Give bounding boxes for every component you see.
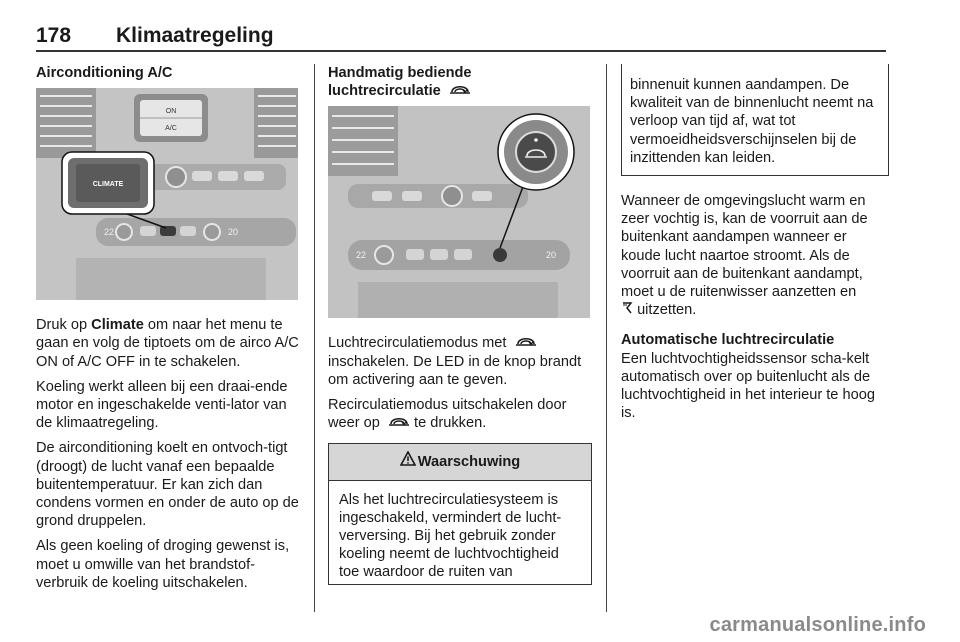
paragraph-cooling: Koeling werkt alleen bij een draai-ende motor en ingeschakelde venti-lator van de klimaatregeling. [36,378,288,432]
text-span: Wanneer de omgevingslucht warm en zeer vochtig is, kan de voorruit aan de buitenkant aandampen wanneer er koude lucht naartoe stroomt. Als de voorruit aan de buitenkant aandampt, moet u de ruitenwisser aanzetten en [621,193,868,301]
air-recirculation-icon [388,414,410,432]
paragraph-recirc-on [328,334,596,389]
column-3 [621,64,889,429]
paragraph-fuel: Als geen koeling of droging gewenst is, moet u omwille van het brandstof-verbruik de koeling uitschakelen. [36,538,290,591]
temp-right-readout: 20 [546,250,557,261]
column-2 [328,64,596,585]
text-span: Luchtrecirculatiemodus met [328,335,507,352]
column-1 [36,64,304,599]
header-rule [36,50,886,52]
column-divider [606,64,607,612]
recirc-illustration [328,106,590,318]
temp-left-readout: 22 [104,227,115,238]
air-recirculation-icon [449,82,471,100]
text-span: Druk op [36,317,92,334]
watermark: carmanualsonline.info [709,614,926,636]
warning-box [328,443,592,585]
text-span: uitzetten. [637,302,697,319]
heading-line-1: Handmatig bediende [328,65,472,81]
windscreen-wiper-icon [621,301,633,319]
climate-button-label: CLIMATE [92,181,124,189]
paragraph-climate [36,316,304,371]
page-title: Klimaatregeling [116,24,274,47]
paragraph-fogging [621,192,889,319]
section-heading-auto-recirc: Automatische luchtrecirculatie [621,332,835,349]
text-span: te drukken. [414,415,487,432]
temp-right-readout: 20 [228,227,239,238]
text-span: om naar het menu te gaan en volg de tiptoets om de airco A/C ON of A/C OFF in te schakelen. [36,317,299,370]
column-divider [314,64,315,612]
heading-line-2: luchtrecirculatie [328,83,441,100]
text-span: Recirculatiemodus uitschakelen door weer op [328,397,567,432]
warning-triangle-icon [400,444,416,480]
paragraph-recirc-off [328,396,596,432]
page-number: 178 [36,24,72,47]
warning-header [329,444,591,481]
temp-left-readout: 22 [356,250,367,261]
warning-body: Als het luchtrecirculatiesysteem is ingeschakeld, vermindert de lucht-verversing. Bij het gebruik zonder koeling neemt de luchtvochtigheid toe waardoor de ruiten van [339,491,562,581]
warning-title: Waarschuwing [417,453,521,470]
section-heading-airco: Airconditioning A/C [36,65,173,81]
section-heading-recirc [328,64,596,100]
figure-climate-panel [36,88,298,300]
panel-ac-label: A/C [165,125,177,133]
warning-continued: binnenuit kunnen aandampen. De kwaliteit van de binnenlucht neemt na verloop van tijd af, wat tot vermoeidheidsverschijnselen bij de inzittenden kan leiden. [621,64,889,176]
air-recirculation-icon [515,334,537,352]
text-span: inschakelen. De LED in de knop brandt om activering aan te geven. [328,353,582,388]
figure-recirc-button [328,106,590,318]
dashboard-illustration [36,88,298,300]
paragraph-dehumidify: De airconditioning koelt en ontvoch-tigt (droogt) de lucht vanaf een bepaalde buitentemperatuur. Er kan zich dan condens vormen en onder de auto op de grond druppelen. [36,440,299,530]
panel-on-label: ON [165,108,177,116]
climate-term: Climate [91,317,144,334]
paragraph-humidity-sensor: Een luchtvochtigheidssensor scha-kelt automatisch over op buitenlucht als de luchtvochtigheid in het interieur te hoog is. [621,350,875,422]
